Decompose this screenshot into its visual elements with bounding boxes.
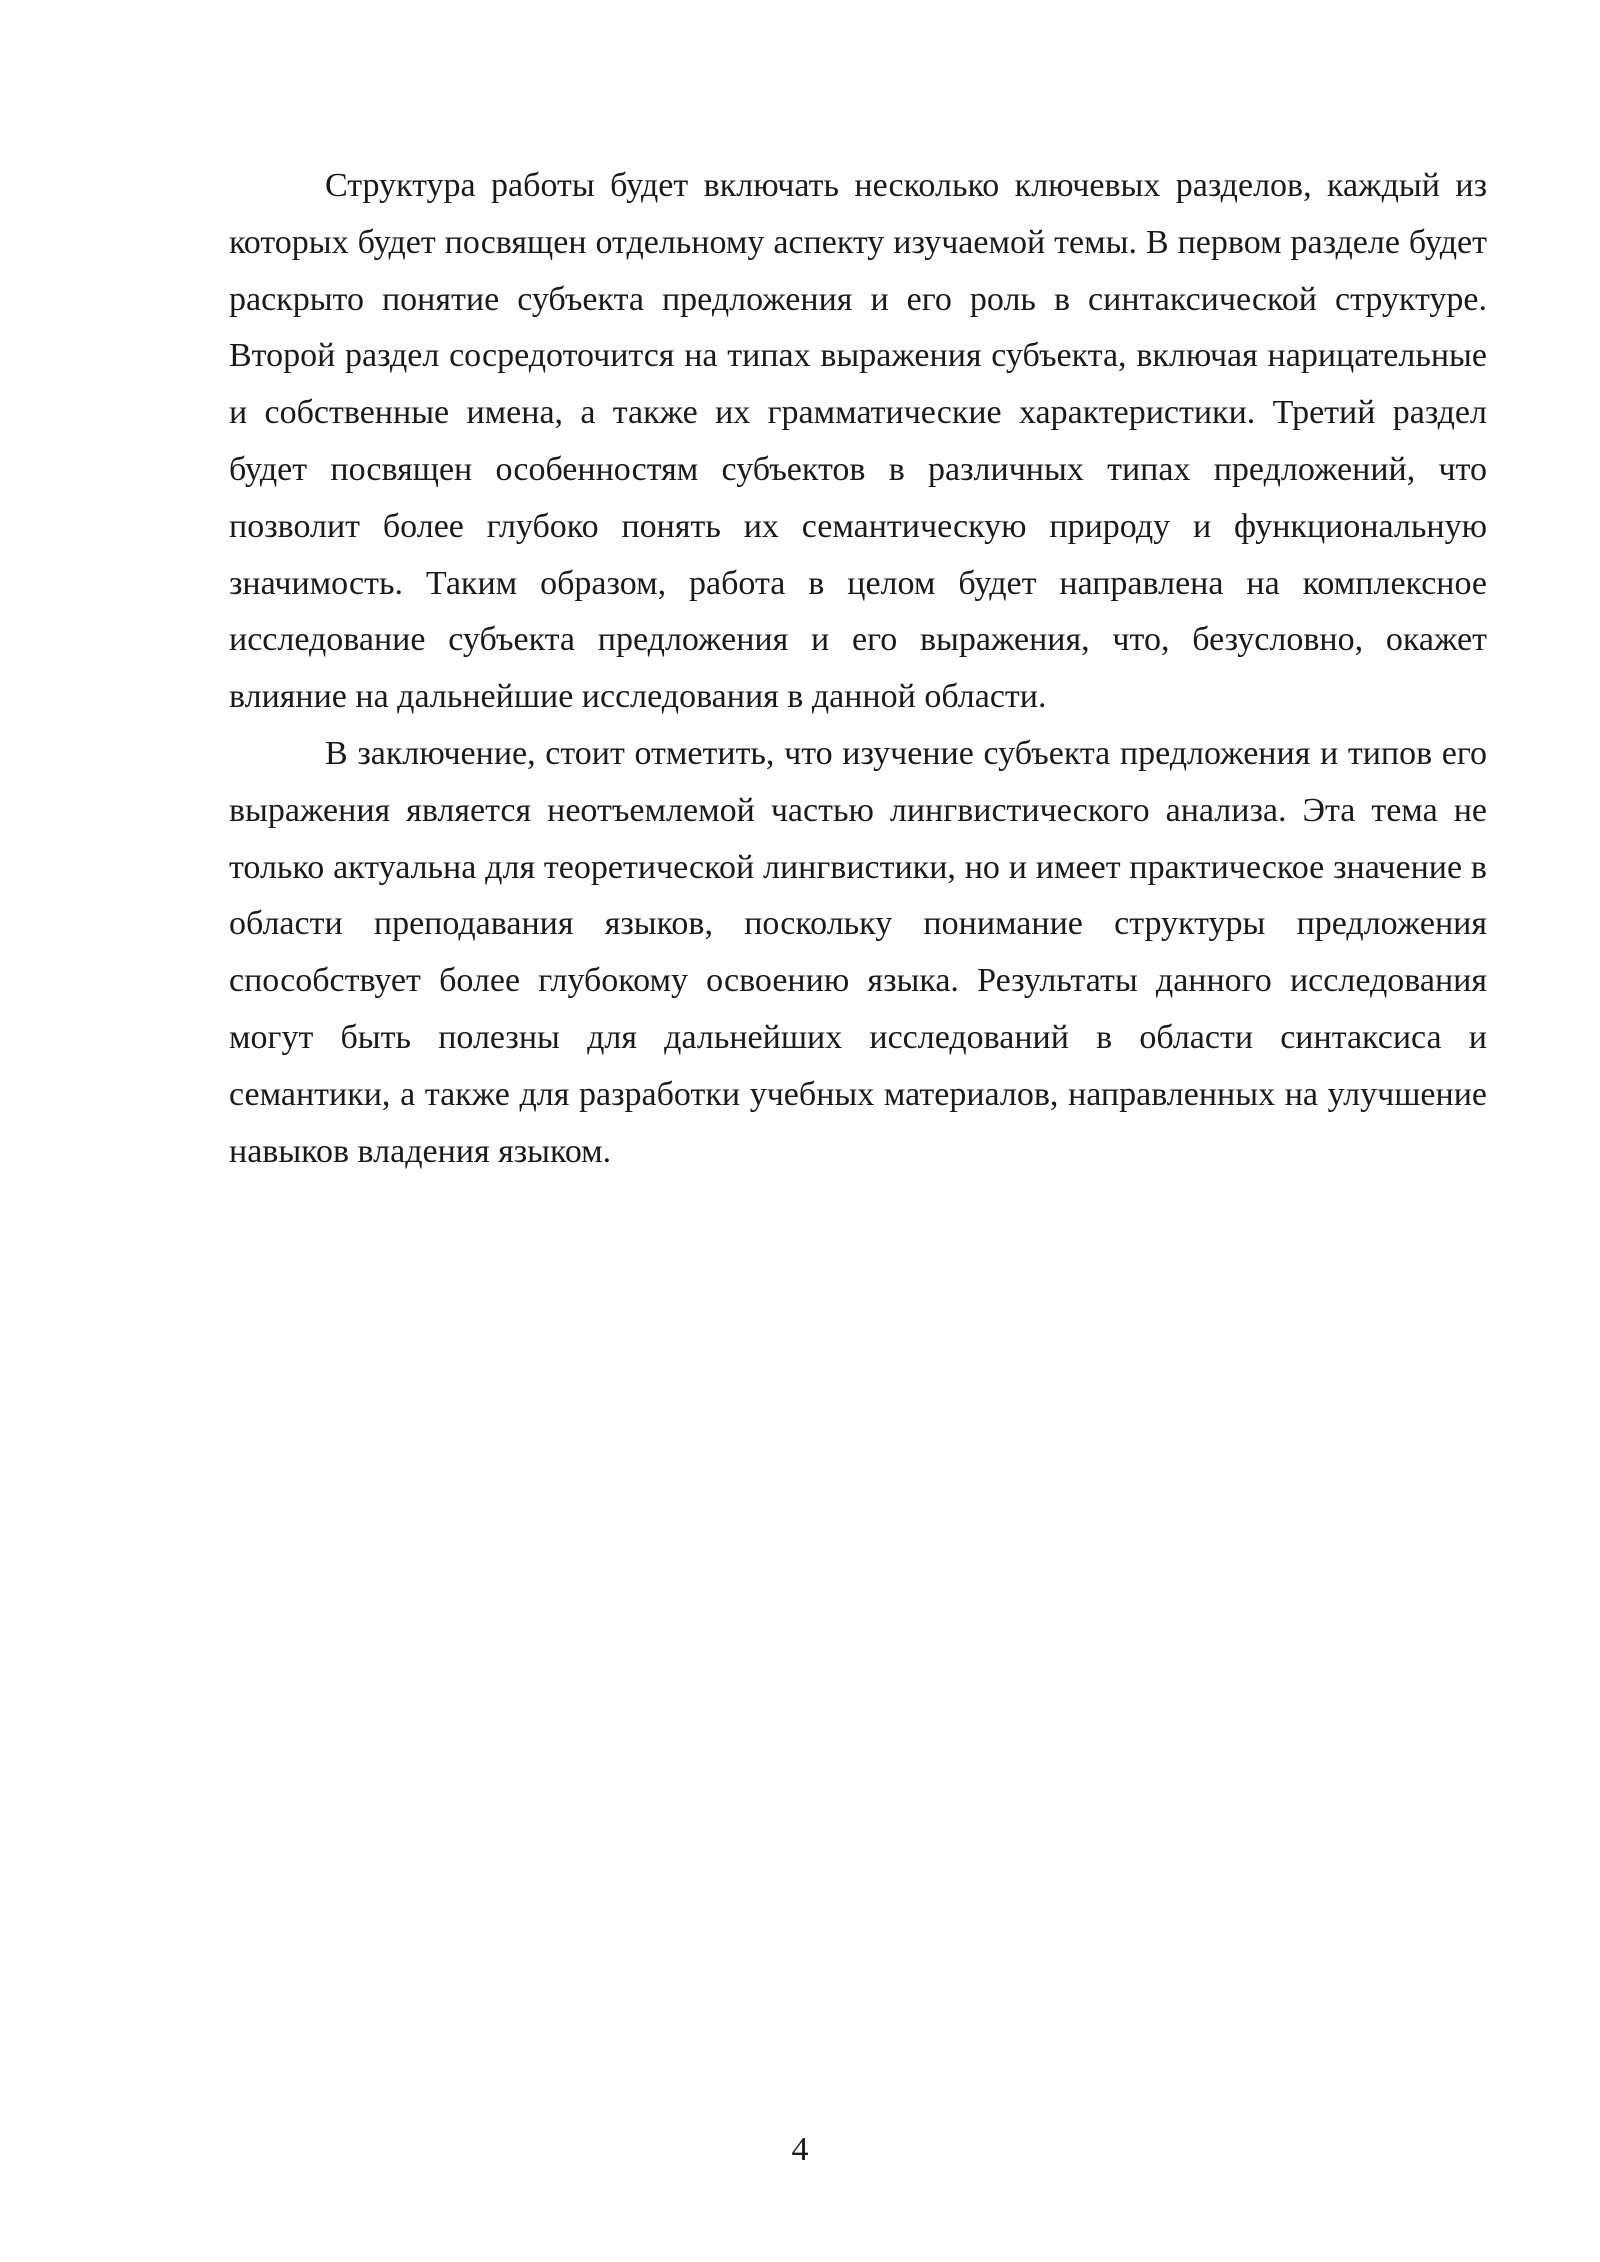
paragraph-structure: Структура работы будет включать несколько ключевых разделов, каждый из которых будет посвящен отдельному аспекту изучаемой темы. В первом разделе будет раскрыто понятие субъекта предложения и его роль в синтаксической структуре. Второй раздел сосредоточится на типах выражения субъекта, включая нарицательные и собственные имена, а также их грамматические характеристики. Третий раздел будет посвящен особенностям субъектов в различных типах предложений, что позволит более глубоко понять их семантическую природу и функциональную значимость. Таким образом, работа в целом будет направлена на комплексное исследование субъекта предложения и его выражения, что, безусловно, окажет влияние на дальнейшие исследования в данной области. (229, 167, 1487, 716)
document-body (229, 158, 1487, 1180)
paragraph-conclusion: В заключение, стоит отметить, что изучение субъекта предложения и типов его выражения является неотъемлемой частью лингвистического анализа. Эта тема не только актуальна для теоретической лингвистики, но и имеет практическое значение в области преподавания языков, поскольку понимание структуры предложения способствует более глубокому освоению языка. Результаты данного исследования могут быть полезны для дальнейших исследований в области синтаксиса и семантики, а также для разработки учебных материалов, направленных на улучшение навыков владения языком. (229, 734, 1487, 1170)
page-number: 4 (791, 2131, 809, 2168)
